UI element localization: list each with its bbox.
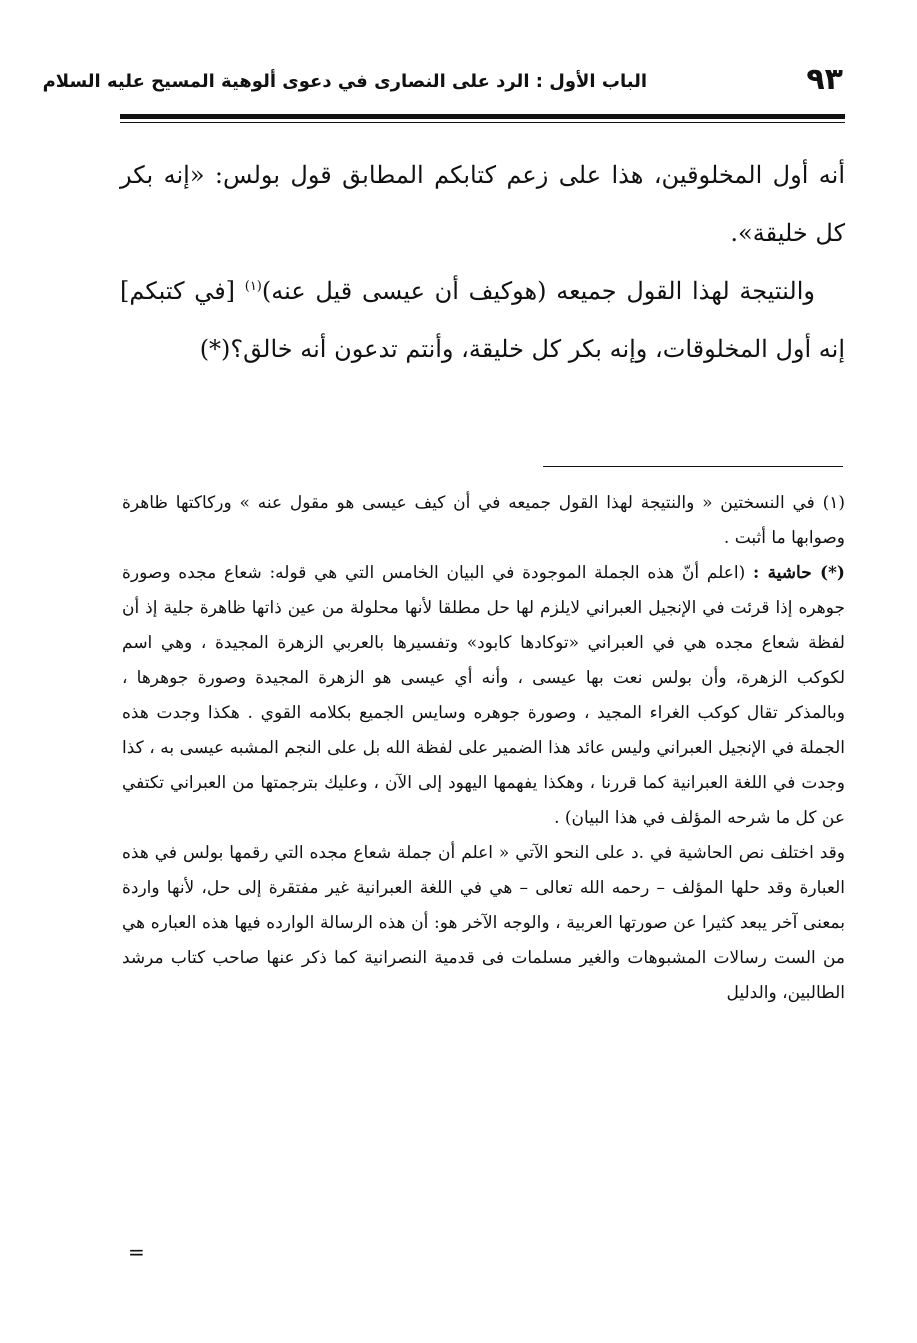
continuation-mark: = (128, 1240, 145, 1264)
main-paragraph-2-text-continued: [في كتبكم] إنه أول المخلوقات، وإنه بكر كل خليقة، وأنتم تدعون أنه خالق؟(*) (120, 277, 845, 363)
page-number: ٩٣ (806, 62, 843, 97)
footnote-separator (543, 466, 843, 467)
main-paragraph-2-text: والنتيجة لهذا القول جميعه (هوكيف أن عيسى قيل عنه) (261, 277, 815, 305)
footnote-hashiya-label: (*) حاشية : (753, 563, 845, 583)
main-paragraph-1 (120, 146, 845, 262)
footnote-ref-1: (١) (244, 279, 262, 294)
main-paragraph-1-text: أنه أول المخلوقين، هذا على زعم كتابكم المطابق قول بولس: «إنه بكر كل خليقة». (120, 161, 845, 247)
header-rule-thin (120, 122, 845, 123)
footnote-hashiya (122, 556, 845, 836)
footnotes (122, 486, 845, 1011)
page-header (42, 62, 845, 102)
main-text (120, 146, 845, 378)
footnote-hashiya-text: (اعلم أنّ هذه الجملة الموجودة في البيان الخامس التي هي قوله: شعاع مجده وصورة جوهره إذا قرئت في الإنجيل العبراني لايلزم لها حل مطلقا لأنها محلولة من عين ذاتها ظاهرة جلية إذ أن لفظة شعاع مجده هي في العبراني «توكادها كابود» وتفسيرها بالعربي الزهرة المجيدة ، وهي اسم لكوكب الزهرة، وأن بولس نعت بها عيسى ، وأنه أي عيسى هو الزهرة المجيدة وصورة جوهرها ، وبالمذكر تقال كوكب الغراء المجيد ، وصورة جوهره وسايس الجميع بكلامه القوي . هكذا وجدت هذه الجملة في الإنجيل العبراني وليس عائد هذا الضمير على لفظة الله بل على النجم المشبه عيسى به ، كذا وجدت في اللغة العبرانية كما قررنا ، وهكذا يفهمها اليهود إلى الآن ، وعليك بترجمتها من العبراني تكتفي عن كل ما شرحه المؤلف في هذا البيان) . (122, 563, 845, 828)
header-rule-thick (120, 114, 845, 119)
running-title: الباب الأول : الرد على النصارى في دعوى ألوهية المسيح عليه السلام (42, 71, 647, 92)
footnote-1: (١) في النسختين « والنتيجة لهذا القول جميعه في أن كيف عيسى هو مقول عنه » وركاكتها ظاهرة وصوابها ما أثبت . (122, 493, 845, 548)
main-paragraph-2 (120, 262, 845, 378)
footnote-variant: وقد اختلف نص الحاشية في .د على النحو الآتي « اعلم أن جملة شعاع مجده التي رقمها بولس في هذه العبارة وقد حلها المؤلف – رحمه الله تعالى – هي في اللغة العبرانية غير مفتقرة إلى حل، لأنها واردة بمعنى آخر يبعد كثيرا عن صورتها العربية ، والوجه الآخر هو: أن هذه الرسالة الوارده فيها هذه العباره هي من الست رسالات المشبوهات والغير مسلمات فى قدمية النصرانية كما ذكر عنها صاحب كتاب مرشد الطالبين، والدليل (122, 843, 845, 1003)
